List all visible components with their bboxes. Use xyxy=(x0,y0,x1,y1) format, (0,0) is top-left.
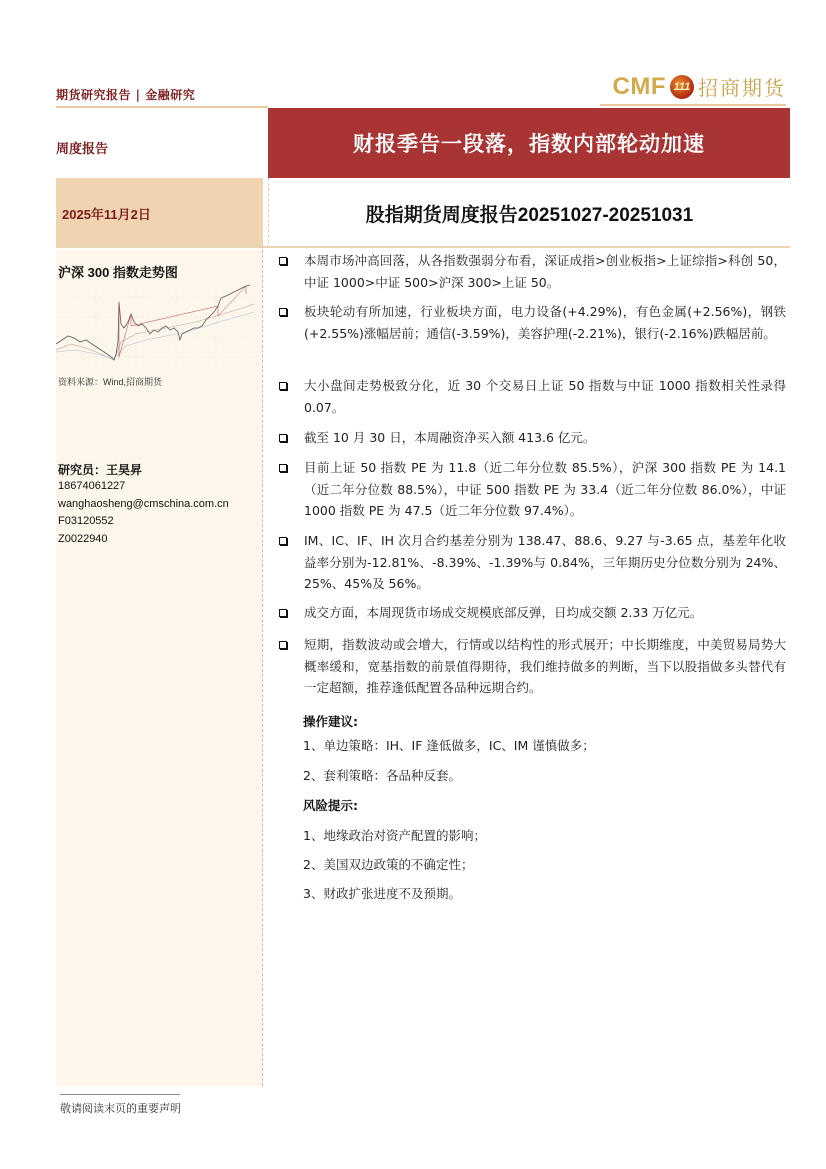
bullet-item: 截至 10 月 30 日，本周融资净买入额 413.6 亿元。 xyxy=(276,427,786,449)
checkbox-bullet-icon xyxy=(279,308,287,316)
chart-title: 沪深 300 指数走势图 xyxy=(58,265,178,280)
risk-item: 1、地缘政治对资产配置的影响； xyxy=(303,828,486,843)
analyst-name: 研究员：王昊昇 xyxy=(58,463,143,477)
bullet-item: 短期，指数波动或会增大，行情或以结构性的形式展开；中长期维度，中美贸易局势大概率缓和，宽基指数的前景值得期待，我们维持做多的判断，当下以股指做多头替代有一定超额，推荐逢低配置各品种远期合约。 xyxy=(276,634,786,699)
header-divider xyxy=(56,106,268,108)
company-logo xyxy=(613,72,786,101)
sidebar xyxy=(56,250,263,1086)
bullet-item: 目前上证 50 指数 PE 为 11.8（近二年分位数 85.5%），沪深 300 指数 PE 为 14.1（近二年分位数 88.5%），中证 500 指数 PE 为 33.4（近二年分位数 86.0%），中证 1000 指数 PE 为 47.5（近二年分位数 97.4%）。 xyxy=(276,457,786,522)
risk-item: 2、美国双边政策的不确定性； xyxy=(303,857,474,872)
checkbox-bullet-icon xyxy=(279,382,287,390)
checkbox-bullet-icon xyxy=(279,609,287,617)
report-date: 2025年11月2日 xyxy=(62,206,151,222)
logo-badge-icon: 111 xyxy=(670,75,694,99)
risk-heading: 风险提示: xyxy=(303,798,358,813)
analyst-contact xyxy=(58,478,229,548)
checkbox-bullet-icon xyxy=(279,257,287,265)
bullet-item: 本周市场冲高回落，从各指数强弱分布看，深证成指>创业板指>上证综指>科创 50，中证 1000>中证 500>沪深 300>上证 50。 xyxy=(276,250,786,293)
bullet-item: 板块轮动有所加速，行业板块方面，电力设备(+4.29%)，有色金属(+2.56%)，钢铁(+2.55%)涨幅居前；通信(-3.59%)，美容护理(-2.21%)，银行(-2.16%)跌幅居前。 xyxy=(276,301,786,344)
advice-heading: 操作建议: xyxy=(303,714,358,729)
footer-disclaimer: 敬请阅读末页的重要声明 xyxy=(60,1102,181,1115)
hs300-trend-chart xyxy=(56,282,256,372)
report-type: 周度报告 xyxy=(56,142,109,157)
report-title: 财报季告一段落，指数内部轮动加速 xyxy=(353,131,705,156)
checkbox-bullet-icon xyxy=(279,641,287,649)
risk-item: 3、财政扩张进度不及预期。 xyxy=(303,886,461,901)
logo-cmf-text: CMF xyxy=(612,72,666,100)
subtitle-block xyxy=(268,178,790,248)
analyst-phone: 18674061227 xyxy=(58,480,126,492)
bullet-item: 大小盘间走势极致分化，近 30 个交易日上证 50 指数与中证 1000 指数相关性录得 0.07。 xyxy=(276,375,786,418)
date-block xyxy=(56,178,263,248)
checkbox-bullet-icon xyxy=(279,537,287,545)
bullet-item: 成交方面，本周现货市场成交规模底部反弹，日均成交额 2.33 万亿元。 xyxy=(276,602,786,624)
advice-item: 1、单边策略：IH、IF 逢低做多，IC、IM 谨慎做多； xyxy=(303,738,595,753)
subtitle-divider xyxy=(56,246,790,248)
analyst-email[interactable]: wanghaosheng@cmschina.com.cn xyxy=(58,497,229,510)
checkbox-bullet-icon xyxy=(279,464,287,472)
bullet-item: IM、IC、IF、IH 次月合约基差分别为 138.47、88.6、9.27 与-3.65 点，基差年化收益率分别为-12.81%、-8.39%、-1.39%与 0.84%，三年期历史分位数分别为 24%、25%、45%及 56%。 xyxy=(276,530,786,595)
advice-item: 2、套利策略：各品种反套。 xyxy=(303,768,461,783)
logo-divider xyxy=(600,104,786,106)
analyst-license-z: Z0022940 xyxy=(58,532,108,545)
footer-divider xyxy=(60,1094,180,1095)
analyst-license-f: F03120552 xyxy=(58,515,114,527)
chart-source: 资料来源：Wind,招商期货 xyxy=(58,377,163,387)
report-category: 期货研究报告 | 金融研究 xyxy=(56,88,196,102)
report-subtitle: 股指期货周度报告20251027-20251031 xyxy=(365,204,694,226)
logo-cn-text: 招商期货 xyxy=(698,76,786,100)
checkbox-bullet-icon xyxy=(279,434,287,442)
title-banner xyxy=(268,108,790,178)
